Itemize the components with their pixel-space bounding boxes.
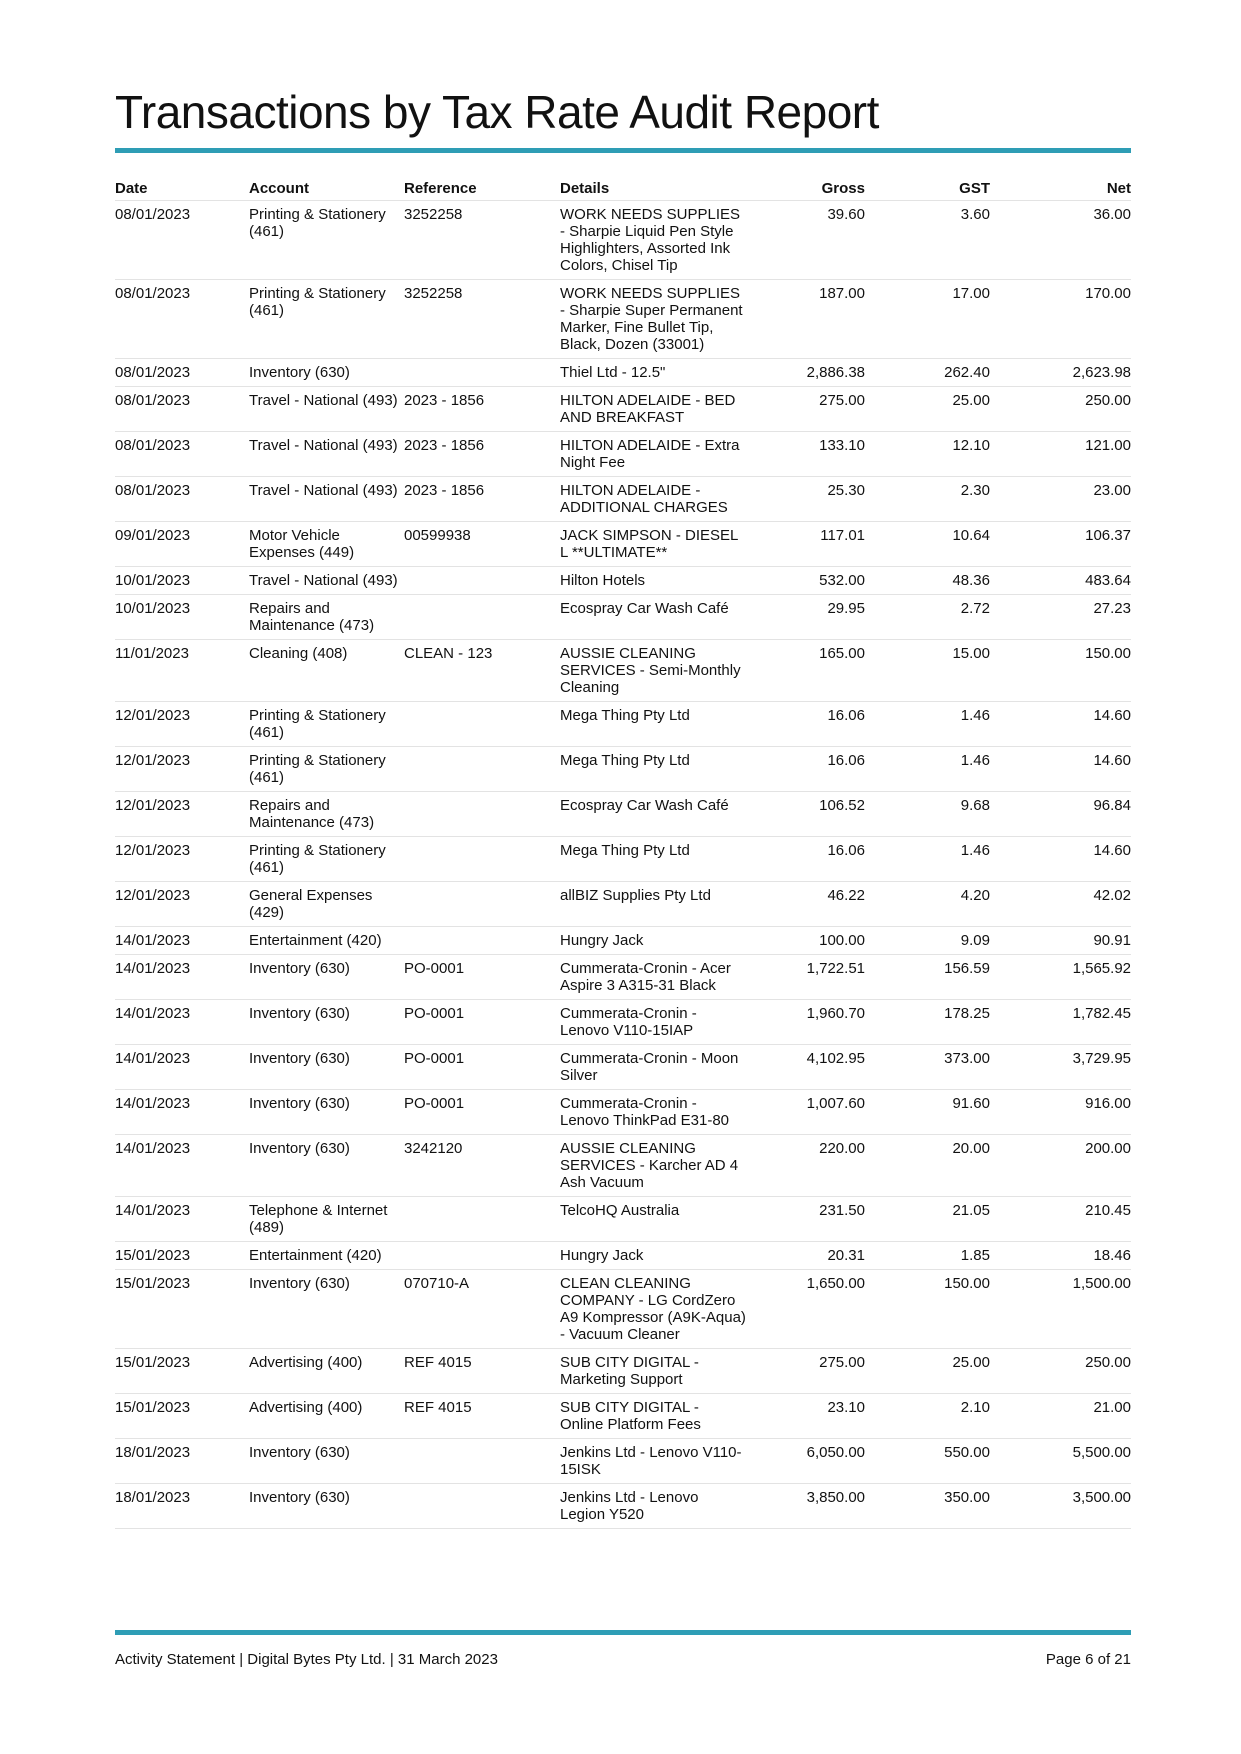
- table-row: [115, 1439, 1131, 1484]
- cell-net: 14.60: [990, 747, 1131, 792]
- page-footer: [115, 1651, 1131, 1668]
- footer-page-number: Page 6 of 21: [1045, 1651, 1131, 1668]
- cell-account: Inventory (630): [249, 1090, 404, 1135]
- cell-net: 250.00: [990, 1349, 1131, 1394]
- cell-gst: 2.30: [865, 477, 990, 522]
- cell-account: Cleaning (408): [249, 640, 404, 702]
- cell-date: 18/01/2023: [115, 1439, 249, 1484]
- cell-net: 36.00: [990, 201, 1131, 280]
- table-row: [115, 792, 1131, 837]
- cell-account: Telephone & Internet (489): [249, 1197, 404, 1242]
- cell-date: 12/01/2023: [115, 747, 249, 792]
- cell-gross: 25.30: [746, 477, 865, 522]
- cell-date: 14/01/2023: [115, 1090, 249, 1135]
- cell-gross: 1,960.70: [746, 1000, 865, 1045]
- cell-details: HILTON ADELAIDE - BED AND BREAKFAST: [560, 387, 746, 432]
- cell-details: Cummerata-Cronin - Lenovo V110-15IAP: [560, 1000, 746, 1045]
- cell-net: 170.00: [990, 280, 1131, 359]
- cell-date: 08/01/2023: [115, 201, 249, 280]
- cell-gst: 1.46: [865, 702, 990, 747]
- cell-account: Printing & Stationery (461): [249, 702, 404, 747]
- cell-gst: 2.10: [865, 1394, 990, 1439]
- cell-gross: 1,007.60: [746, 1090, 865, 1135]
- cell-gst: 25.00: [865, 387, 990, 432]
- table-row: [115, 595, 1131, 640]
- cell-reference: 2023 - 1856: [404, 432, 560, 477]
- cell-date: 10/01/2023: [115, 595, 249, 640]
- table-row: [115, 280, 1131, 359]
- cell-details: Mega Thing Pty Ltd: [560, 747, 746, 792]
- cell-details: Jenkins Ltd - Lenovo V110-15ISK: [560, 1439, 746, 1484]
- cell-reference: CLEAN - 123: [404, 640, 560, 702]
- cell-account: Inventory (630): [249, 1439, 404, 1484]
- cell-net: 23.00: [990, 477, 1131, 522]
- transactions-table: [115, 179, 1131, 1529]
- cell-date: 15/01/2023: [115, 1394, 249, 1439]
- cell-reference: 00599938: [404, 522, 560, 567]
- cell-account: Entertainment (420): [249, 1242, 404, 1270]
- cell-gst: 12.10: [865, 432, 990, 477]
- cell-gross: 1,650.00: [746, 1270, 865, 1349]
- cell-account: Advertising (400): [249, 1394, 404, 1439]
- cell-details: Hungry Jack: [560, 1242, 746, 1270]
- cell-reference: [404, 927, 560, 955]
- cell-gross: 46.22: [746, 882, 865, 927]
- cell-details: HILTON ADELAIDE - ADDITIONAL CHARGES: [560, 477, 746, 522]
- cell-gst: 373.00: [865, 1045, 990, 1090]
- table-row: [115, 1270, 1131, 1349]
- cell-net: 90.91: [990, 927, 1131, 955]
- cell-gst: 9.09: [865, 927, 990, 955]
- cell-gross: 20.31: [746, 1242, 865, 1270]
- cell-account: Printing & Stationery (461): [249, 280, 404, 359]
- cell-reference: [404, 747, 560, 792]
- cell-net: 106.37: [990, 522, 1131, 567]
- cell-net: 1,500.00: [990, 1270, 1131, 1349]
- cell-details: AUSSIE CLEANING SERVICES - Semi-Monthly Cleaning: [560, 640, 746, 702]
- cell-details: Mega Thing Pty Ltd: [560, 837, 746, 882]
- cell-gross: 220.00: [746, 1135, 865, 1197]
- table-row: [115, 747, 1131, 792]
- cell-net: 5,500.00: [990, 1439, 1131, 1484]
- cell-details: Hungry Jack: [560, 927, 746, 955]
- cell-gross: 187.00: [746, 280, 865, 359]
- cell-details: allBIZ Supplies Pty Ltd: [560, 882, 746, 927]
- cell-gst: 150.00: [865, 1270, 990, 1349]
- cell-reference: [404, 567, 560, 595]
- cell-gross: 100.00: [746, 927, 865, 955]
- cell-gross: 4,102.95: [746, 1045, 865, 1090]
- cell-account: Travel - National (493): [249, 432, 404, 477]
- page-title: Transactions by Tax Rate Audit Report: [115, 86, 879, 138]
- table-row: [115, 1394, 1131, 1439]
- cell-gross: 29.95: [746, 595, 865, 640]
- cell-net: 27.23: [990, 595, 1131, 640]
- cell-gross: 165.00: [746, 640, 865, 702]
- table-row: [115, 1197, 1131, 1242]
- cell-net: 14.60: [990, 837, 1131, 882]
- cell-account: Inventory (630): [249, 1135, 404, 1197]
- column-header-net: Net: [990, 179, 1131, 201]
- cell-gst: 156.59: [865, 955, 990, 1000]
- cell-net: 3,729.95: [990, 1045, 1131, 1090]
- cell-reference: 3252258: [404, 201, 560, 280]
- table-row: [115, 955, 1131, 1000]
- cell-date: 12/01/2023: [115, 792, 249, 837]
- cell-net: 18.46: [990, 1242, 1131, 1270]
- cell-date: 15/01/2023: [115, 1242, 249, 1270]
- cell-gross: 275.00: [746, 387, 865, 432]
- title-divider: [115, 148, 1131, 153]
- cell-date: 14/01/2023: [115, 1135, 249, 1197]
- cell-date: 10/01/2023: [115, 567, 249, 595]
- cell-reference: 2023 - 1856: [404, 387, 560, 432]
- table-row: [115, 640, 1131, 702]
- cell-reference: REF 4015: [404, 1349, 560, 1394]
- cell-reference: 3252258: [404, 280, 560, 359]
- cell-reference: [404, 359, 560, 387]
- cell-gross: 2,886.38: [746, 359, 865, 387]
- cell-reference: [404, 595, 560, 640]
- table-row: [115, 1045, 1131, 1090]
- table-row: [115, 1484, 1131, 1529]
- cell-gross: 16.06: [746, 837, 865, 882]
- table-row: [115, 477, 1131, 522]
- cell-gst: 262.40: [865, 359, 990, 387]
- cell-gst: 550.00: [865, 1439, 990, 1484]
- cell-date: 08/01/2023: [115, 477, 249, 522]
- cell-account: Inventory (630): [249, 1484, 404, 1529]
- cell-date: 14/01/2023: [115, 1000, 249, 1045]
- cell-reference: [404, 702, 560, 747]
- cell-details: JACK SIMPSON - DIESEL L **ULTIMATE**: [560, 522, 746, 567]
- table-row: [115, 201, 1131, 280]
- cell-gross: 6,050.00: [746, 1439, 865, 1484]
- cell-date: 14/01/2023: [115, 927, 249, 955]
- table-body: [115, 201, 1131, 1529]
- cell-reference: [404, 1197, 560, 1242]
- cell-net: 2,623.98: [990, 359, 1131, 387]
- table-header-row: [115, 179, 1131, 201]
- cell-gst: 350.00: [865, 1484, 990, 1529]
- cell-net: 1,782.45: [990, 1000, 1131, 1045]
- cell-gross: 106.52: [746, 792, 865, 837]
- table-row: [115, 1000, 1131, 1045]
- cell-gross: 532.00: [746, 567, 865, 595]
- cell-date: 08/01/2023: [115, 359, 249, 387]
- cell-date: 12/01/2023: [115, 702, 249, 747]
- cell-gst: 10.64: [865, 522, 990, 567]
- footer-statement-info: Activity Statement | Digital Bytes Pty Ltd. | 31 March 2023: [115, 1651, 498, 1668]
- table-row: [115, 927, 1131, 955]
- cell-reference: 3242120: [404, 1135, 560, 1197]
- cell-gst: 15.00: [865, 640, 990, 702]
- cell-gst: 21.05: [865, 1197, 990, 1242]
- cell-gross: 231.50: [746, 1197, 865, 1242]
- cell-reference: [404, 792, 560, 837]
- table-row: [115, 837, 1131, 882]
- cell-details: SUB CITY DIGITAL - Online Platform Fees: [560, 1394, 746, 1439]
- cell-account: Advertising (400): [249, 1349, 404, 1394]
- cell-date: 08/01/2023: [115, 280, 249, 359]
- cell-net: 483.64: [990, 567, 1131, 595]
- cell-date: 14/01/2023: [115, 1197, 249, 1242]
- cell-details: WORK NEEDS SUPPLIES - Sharpie Liquid Pen Style Highlighters, Assorted Ink Colors, Chisel Tip: [560, 201, 746, 280]
- cell-reference: PO-0001: [404, 1090, 560, 1135]
- table-row: [115, 387, 1131, 432]
- table-row: [115, 522, 1131, 567]
- column-header-reference: Reference: [404, 179, 560, 201]
- cell-net: 14.60: [990, 702, 1131, 747]
- table-row: [115, 1090, 1131, 1135]
- cell-gross: 23.10: [746, 1394, 865, 1439]
- cell-gst: 20.00: [865, 1135, 990, 1197]
- table-row: [115, 567, 1131, 595]
- cell-gross: 39.60: [746, 201, 865, 280]
- cell-account: Printing & Stationery (461): [249, 201, 404, 280]
- column-header-gross: Gross: [746, 179, 865, 201]
- cell-reference: [404, 882, 560, 927]
- cell-gst: 17.00: [865, 280, 990, 359]
- cell-account: Inventory (630): [249, 1270, 404, 1349]
- cell-net: 121.00: [990, 432, 1131, 477]
- cell-net: 3,500.00: [990, 1484, 1131, 1529]
- footer-divider: [115, 1630, 1131, 1635]
- cell-gst: 2.72: [865, 595, 990, 640]
- cell-gst: 1.46: [865, 747, 990, 792]
- cell-date: 15/01/2023: [115, 1349, 249, 1394]
- cell-net: 150.00: [990, 640, 1131, 702]
- cell-gross: 3,850.00: [746, 1484, 865, 1529]
- cell-net: 916.00: [990, 1090, 1131, 1135]
- cell-gst: 9.68: [865, 792, 990, 837]
- cell-date: 12/01/2023: [115, 837, 249, 882]
- column-header-account: Account: [249, 179, 404, 201]
- cell-date: 15/01/2023: [115, 1270, 249, 1349]
- cell-gross: 275.00: [746, 1349, 865, 1394]
- cell-reference: REF 4015: [404, 1394, 560, 1439]
- cell-gross: 16.06: [746, 747, 865, 792]
- cell-net: 1,565.92: [990, 955, 1131, 1000]
- cell-reference: [404, 837, 560, 882]
- cell-account: Motor Vehicle Expenses (449): [249, 522, 404, 567]
- column-header-gst: GST: [865, 179, 990, 201]
- cell-details: AUSSIE CLEANING SERVICES - Karcher AD 4 Ash Vacuum: [560, 1135, 746, 1197]
- report-page: [115, 0, 1131, 1529]
- cell-account: Repairs and Maintenance (473): [249, 595, 404, 640]
- cell-reference: [404, 1439, 560, 1484]
- cell-details: Cummerata-Cronin - Acer Aspire 3 A315-31 Black: [560, 955, 746, 1000]
- cell-account: Inventory (630): [249, 1000, 404, 1045]
- table-row: [115, 882, 1131, 927]
- cell-gross: 16.06: [746, 702, 865, 747]
- cell-date: 12/01/2023: [115, 882, 249, 927]
- cell-details: Cummerata-Cronin - Moon Silver: [560, 1045, 746, 1090]
- cell-reference: 2023 - 1856: [404, 477, 560, 522]
- cell-reference: [404, 1242, 560, 1270]
- cell-account: Repairs and Maintenance (473): [249, 792, 404, 837]
- cell-reference: 070710-A: [404, 1270, 560, 1349]
- cell-reference: PO-0001: [404, 1000, 560, 1045]
- cell-gst: 178.25: [865, 1000, 990, 1045]
- cell-account: Entertainment (420): [249, 927, 404, 955]
- cell-gst: 25.00: [865, 1349, 990, 1394]
- cell-net: 210.45: [990, 1197, 1131, 1242]
- table-row: [115, 359, 1131, 387]
- cell-gross: 133.10: [746, 432, 865, 477]
- cell-reference: PO-0001: [404, 955, 560, 1000]
- cell-account: Printing & Stationery (461): [249, 747, 404, 792]
- cell-account: Inventory (630): [249, 359, 404, 387]
- cell-details: Jenkins Ltd - Lenovo Legion Y520: [560, 1484, 746, 1529]
- table-row: [115, 1135, 1131, 1197]
- column-header-date: Date: [115, 179, 249, 201]
- cell-details: TelcoHQ Australia: [560, 1197, 746, 1242]
- column-header-details: Details: [560, 179, 746, 201]
- cell-details: HILTON ADELAIDE - Extra Night Fee: [560, 432, 746, 477]
- cell-gst: 1.46: [865, 837, 990, 882]
- cell-gst: 3.60: [865, 201, 990, 280]
- cell-reference: [404, 1484, 560, 1529]
- cell-account: Inventory (630): [249, 955, 404, 1000]
- cell-date: 18/01/2023: [115, 1484, 249, 1529]
- cell-date: 08/01/2023: [115, 387, 249, 432]
- table-row: [115, 702, 1131, 747]
- cell-net: 250.00: [990, 387, 1131, 432]
- cell-date: 14/01/2023: [115, 1045, 249, 1090]
- cell-details: Mega Thing Pty Ltd: [560, 702, 746, 747]
- cell-details: Ecospray Car Wash Café: [560, 792, 746, 837]
- cell-details: Thiel Ltd - 12.5": [560, 359, 746, 387]
- cell-gst: 48.36: [865, 567, 990, 595]
- cell-account: Travel - National (493): [249, 387, 404, 432]
- cell-date: 11/01/2023: [115, 640, 249, 702]
- cell-details: WORK NEEDS SUPPLIES - Sharpie Super Permanent Marker, Fine Bullet Tip, Black, Dozen (33001): [560, 280, 746, 359]
- cell-details: Cummerata-Cronin - Lenovo ThinkPad E31-80: [560, 1090, 746, 1135]
- table-row: [115, 1242, 1131, 1270]
- cell-details: CLEAN CLEANING COMPANY - LG CordZero A9 Kompressor (A9K-Aqua) - Vacuum Cleaner: [560, 1270, 746, 1349]
- cell-gst: 91.60: [865, 1090, 990, 1135]
- cell-account: General Expenses (429): [249, 882, 404, 927]
- table-row: [115, 432, 1131, 477]
- table-row: [115, 1349, 1131, 1394]
- cell-details: Hilton Hotels: [560, 567, 746, 595]
- cell-date: 08/01/2023: [115, 432, 249, 477]
- cell-account: Inventory (630): [249, 1045, 404, 1090]
- cell-account: Travel - National (493): [249, 477, 404, 522]
- cell-gross: 1,722.51: [746, 955, 865, 1000]
- cell-date: 09/01/2023: [115, 522, 249, 567]
- cell-reference: PO-0001: [404, 1045, 560, 1090]
- cell-net: 21.00: [990, 1394, 1131, 1439]
- cell-gst: 4.20: [865, 882, 990, 927]
- cell-details: SUB CITY DIGITAL - Marketing Support: [560, 1349, 746, 1394]
- cell-net: 96.84: [990, 792, 1131, 837]
- cell-date: 14/01/2023: [115, 955, 249, 1000]
- cell-details: Ecospray Car Wash Café: [560, 595, 746, 640]
- cell-gst: 1.85: [865, 1242, 990, 1270]
- cell-account: Travel - National (493): [249, 567, 404, 595]
- cell-gross: 117.01: [746, 522, 865, 567]
- cell-net: 42.02: [990, 882, 1131, 927]
- cell-account: Printing & Stationery (461): [249, 837, 404, 882]
- cell-net: 200.00: [990, 1135, 1131, 1197]
